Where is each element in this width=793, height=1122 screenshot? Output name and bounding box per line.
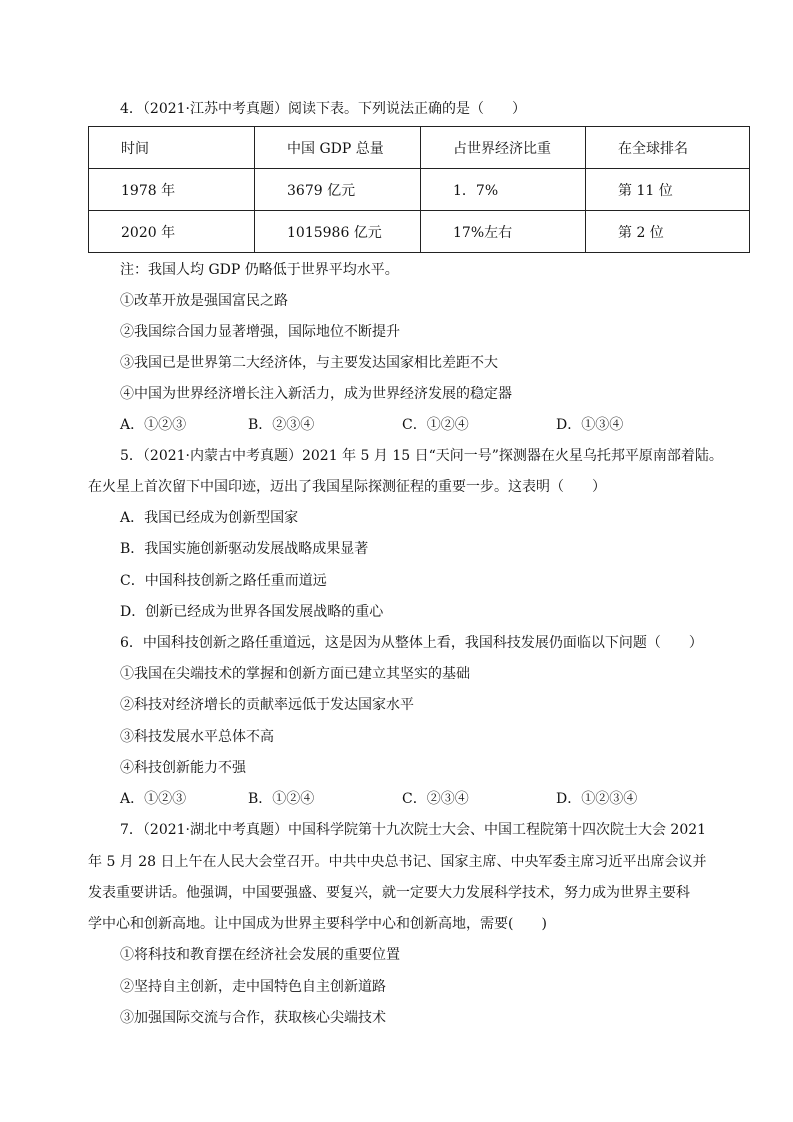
q7-stem-line3: 发表重要讲话。他强调，中国要强盛、要复兴，就一定要大力发展科学技术，努力成为世界主要科 xyxy=(88,885,690,901)
table-cell: 17%左右 xyxy=(421,211,586,253)
table-cell: 1978 年 xyxy=(89,169,255,211)
q7-stem-line1: 7．（2021·湖北中考真题）中国科学院第十九次院士大会、中国工程院第十四次院士大会 2021 xyxy=(120,822,707,838)
table-cell: 3679 亿元 xyxy=(255,169,421,211)
table-header-cell: 时间 xyxy=(89,127,255,169)
q4-statement: ②我国综合国力显著增强，国际地位不断提升 xyxy=(120,324,400,340)
table-cell: 第 11 位 xyxy=(586,169,750,211)
q6-statement: ③科技发展水平总体不高 xyxy=(120,729,274,745)
gdp-table xyxy=(88,126,750,253)
q6-statement: ②科技对经济增长的贡献率远低于发达国家水平 xyxy=(120,697,414,713)
table-header-cell: 中国 GDP 总量 xyxy=(255,127,421,169)
q7-statement: ③加强国际交流与合作，获取核心尖端技术 xyxy=(120,1010,386,1026)
q7-statement: ②坚持自主创新，走中国特色自主创新道路 xyxy=(120,979,386,995)
table-header-cell: 占世界经济比重 xyxy=(421,127,586,169)
q4-option-b: B．②③④ xyxy=(248,417,315,433)
q4-statement: ③我国已是世界第二大经济体，与主要发达国家相比差距不大 xyxy=(120,355,498,371)
q6-statement: ①我国在尖端技术的掌握和创新方面已建立其坚实的基础 xyxy=(120,666,470,682)
q6-stem: 6．中国科技创新之路任重道远，这是因为从整体上看，我国科技发展仍面临以下问题（ ） xyxy=(120,635,703,651)
q7-stem-line4: 学中心和创新高地。让中国成为世界主要科学中心和创新高地，需要( ) xyxy=(88,916,547,932)
q4-note: 注：我国人均 GDP 仍略低于世界平均水平。 xyxy=(120,262,399,278)
q5-option-a: A．我国已经成为创新型国家 xyxy=(120,510,299,526)
q6-option-b: B．①②④ xyxy=(248,791,315,807)
q4-option-a: A．①②③ xyxy=(120,417,187,433)
table-cell: 2020 年 xyxy=(89,211,255,253)
table-cell: 第 2 位 xyxy=(586,211,750,253)
table-row xyxy=(89,169,750,211)
q4-option-d: D．①③④ xyxy=(556,417,624,433)
table-cell: 1015986 亿元 xyxy=(255,211,421,253)
table-row xyxy=(89,211,750,253)
q5-option-d: D．创新已经成为世界各国发展战略的重心 xyxy=(120,604,384,620)
q6-option-a: A．①②③ xyxy=(120,791,187,807)
q4-statement: ①改革开放是强国富民之路 xyxy=(120,293,288,309)
q5-stem-line1: 5．（2021·内蒙古中考真题）2021 年 5 月 15 日“天问一号”探测器在火星乌托邦平原南部着陆。 xyxy=(120,448,723,464)
q7-statement: ①将科技和教育摆在经济社会发展的重要位置 xyxy=(120,947,400,963)
q6-statement: ④科技创新能力不强 xyxy=(120,760,246,776)
table-cell: 1．7% xyxy=(421,169,586,211)
q5-stem-line2: 在火星上首次留下中国印迹，迈出了我国星际探测征程的重要一步。这表明（ ） xyxy=(88,479,606,495)
q6-option-c: C．②③④ xyxy=(402,791,469,807)
q4-stem: 4．（2021·江苏中考真题）阅读下表。下列说法正确的是（ ） xyxy=(120,101,526,117)
q5-option-b: B．我国实施创新驱动发展战略成果显著 xyxy=(120,541,369,557)
q6-option-d: D．①②③④ xyxy=(556,791,638,807)
table-header-cell: 在全球排名 xyxy=(586,127,750,169)
q5-option-c: C．中国科技创新之路任重而道远 xyxy=(120,573,327,589)
q4-option-c: C．①②④ xyxy=(402,417,469,433)
q7-stem-line2: 年 5 月 28 日上午在人民大会堂召开。中共中央总书记、国家主席、中央军委主席习近平出席会议并 xyxy=(88,854,707,870)
q4-statement: ④中国为世界经济增长注入新活力，成为世界经济发展的稳定器 xyxy=(120,386,512,402)
table-header-row xyxy=(89,127,750,169)
